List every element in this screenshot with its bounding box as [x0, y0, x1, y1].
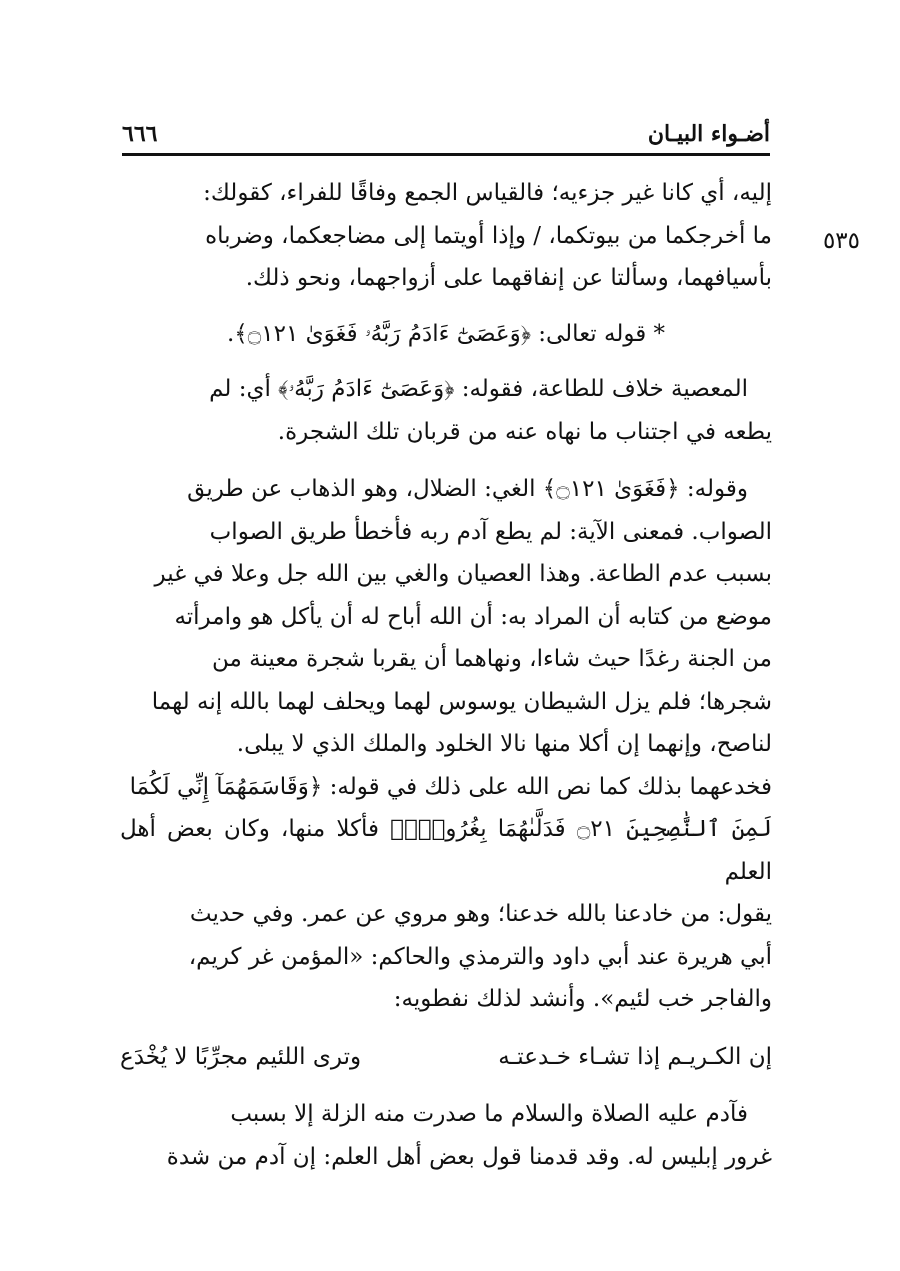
text-line: بسبب عدم الطاعة. وهذا العصيان والغي بين الله جل وعلا في غير	[154, 561, 772, 587]
running-header	[122, 114, 770, 154]
text-line: وقوله: ﴿فَغَوَىٰ ۝١٢١﴾ الغي: الضلال، وهو الذهاب عن طريق	[187, 476, 748, 502]
text-line: لناصح، وإنهما إن أكلا منها نالا الخلود والملك الذي لا يبلى.	[236, 731, 772, 757]
text-line: لَمِنَ ٱلنَّٰصِحِينَ ۝٢١ فَدَلَّىٰهُمَا بِغُرُورٍۚ﴾ فأكلا منها، وكان بعض أهل العلم	[120, 816, 773, 885]
text-line: فآدم عليه الصلاة والسلام ما صدرت منه الزلة إلا بسبب	[230, 1101, 748, 1127]
text-line: ما أخرجكما من بيوتكما، / وإذا أويتما إلى مضاجعكما، وضرباه	[205, 222, 772, 249]
poem-second-hemistich: وترى اللئيم مجرِّبًا لا يُخْدَع	[120, 1043, 362, 1070]
text-line: غرور إبليس له. وقد قدمنا قول بعض أهل العلم: إن آدم من شدة	[166, 1143, 772, 1170]
poem-verse	[120, 1036, 772, 1079]
text-line: شجرها؛ فلم يزل الشيطان يوسوس لهما ويحلف لهما بالله إنه لهما	[151, 688, 772, 715]
text-line: يطعه في اجتناب ما نهاه عنه من قربان تلك الشجرة.	[277, 418, 772, 445]
header-rule	[122, 153, 770, 156]
page-number: ٦٦٦	[122, 121, 158, 147]
text-line: المعصية خلاف للطاعة، فقوله: ﴿وَعَصَىٰٓ ءَادَمُ رَبَّهُۥ﴾ أي: لم	[209, 376, 748, 402]
margin-page-reference: ٥٣٥	[822, 228, 860, 254]
text-line: بأسيافهما، وسألتا عن إنفاقهما على أزواجهما، ونحو ذلك.	[245, 265, 772, 291]
verse-heading: * قوله تعالى: ﴿وَعَصَىٰٓ ءَادَمُ رَبَّهُۥ فَغَوَىٰ ۝١٢١﴾.	[226, 320, 666, 347]
text-line: من الجنة رغدًا حيث شاءا، ونهاهما أن يقربا شجرة معينة من	[212, 646, 772, 672]
text-line: والفاجر خب لئيم». وأنشد لذلك نفطويه:	[393, 986, 772, 1012]
body-text	[120, 172, 772, 1178]
text-line: يقول: من خادعنا بالله خدعنا؛ وهو مروي عن عمر. وفي حديث	[189, 901, 772, 927]
text-line: أبي هريرة عند أبي داود والترمذي والحاكم: «المؤمن غر كريم،	[188, 943, 772, 970]
text-line: الصواب. فمعنى الآية: لم يطع آدم ربه فأخطأ طريق الصواب	[209, 518, 772, 545]
book-title: أضـواء البيـان	[647, 121, 770, 147]
text-line: موضع من كتابه أن المراد به: أن الله أباح له أن يأكل هو وامرأته	[174, 603, 772, 630]
text-line: إليه، أي كانا غير جزءيه؛ فالقياس الجمع وفاقًا للفراء، كقولك:	[203, 180, 772, 206]
poem-first-hemistich: إن الكـريـم إذا تشـاء خـدعتـه	[498, 1043, 772, 1070]
text-line: فخدعهما بذلك كما نص الله على ذلك في قوله: ﴿وَقَاسَمَهُمَآ إِنِّي لَكُمَا	[129, 773, 772, 800]
